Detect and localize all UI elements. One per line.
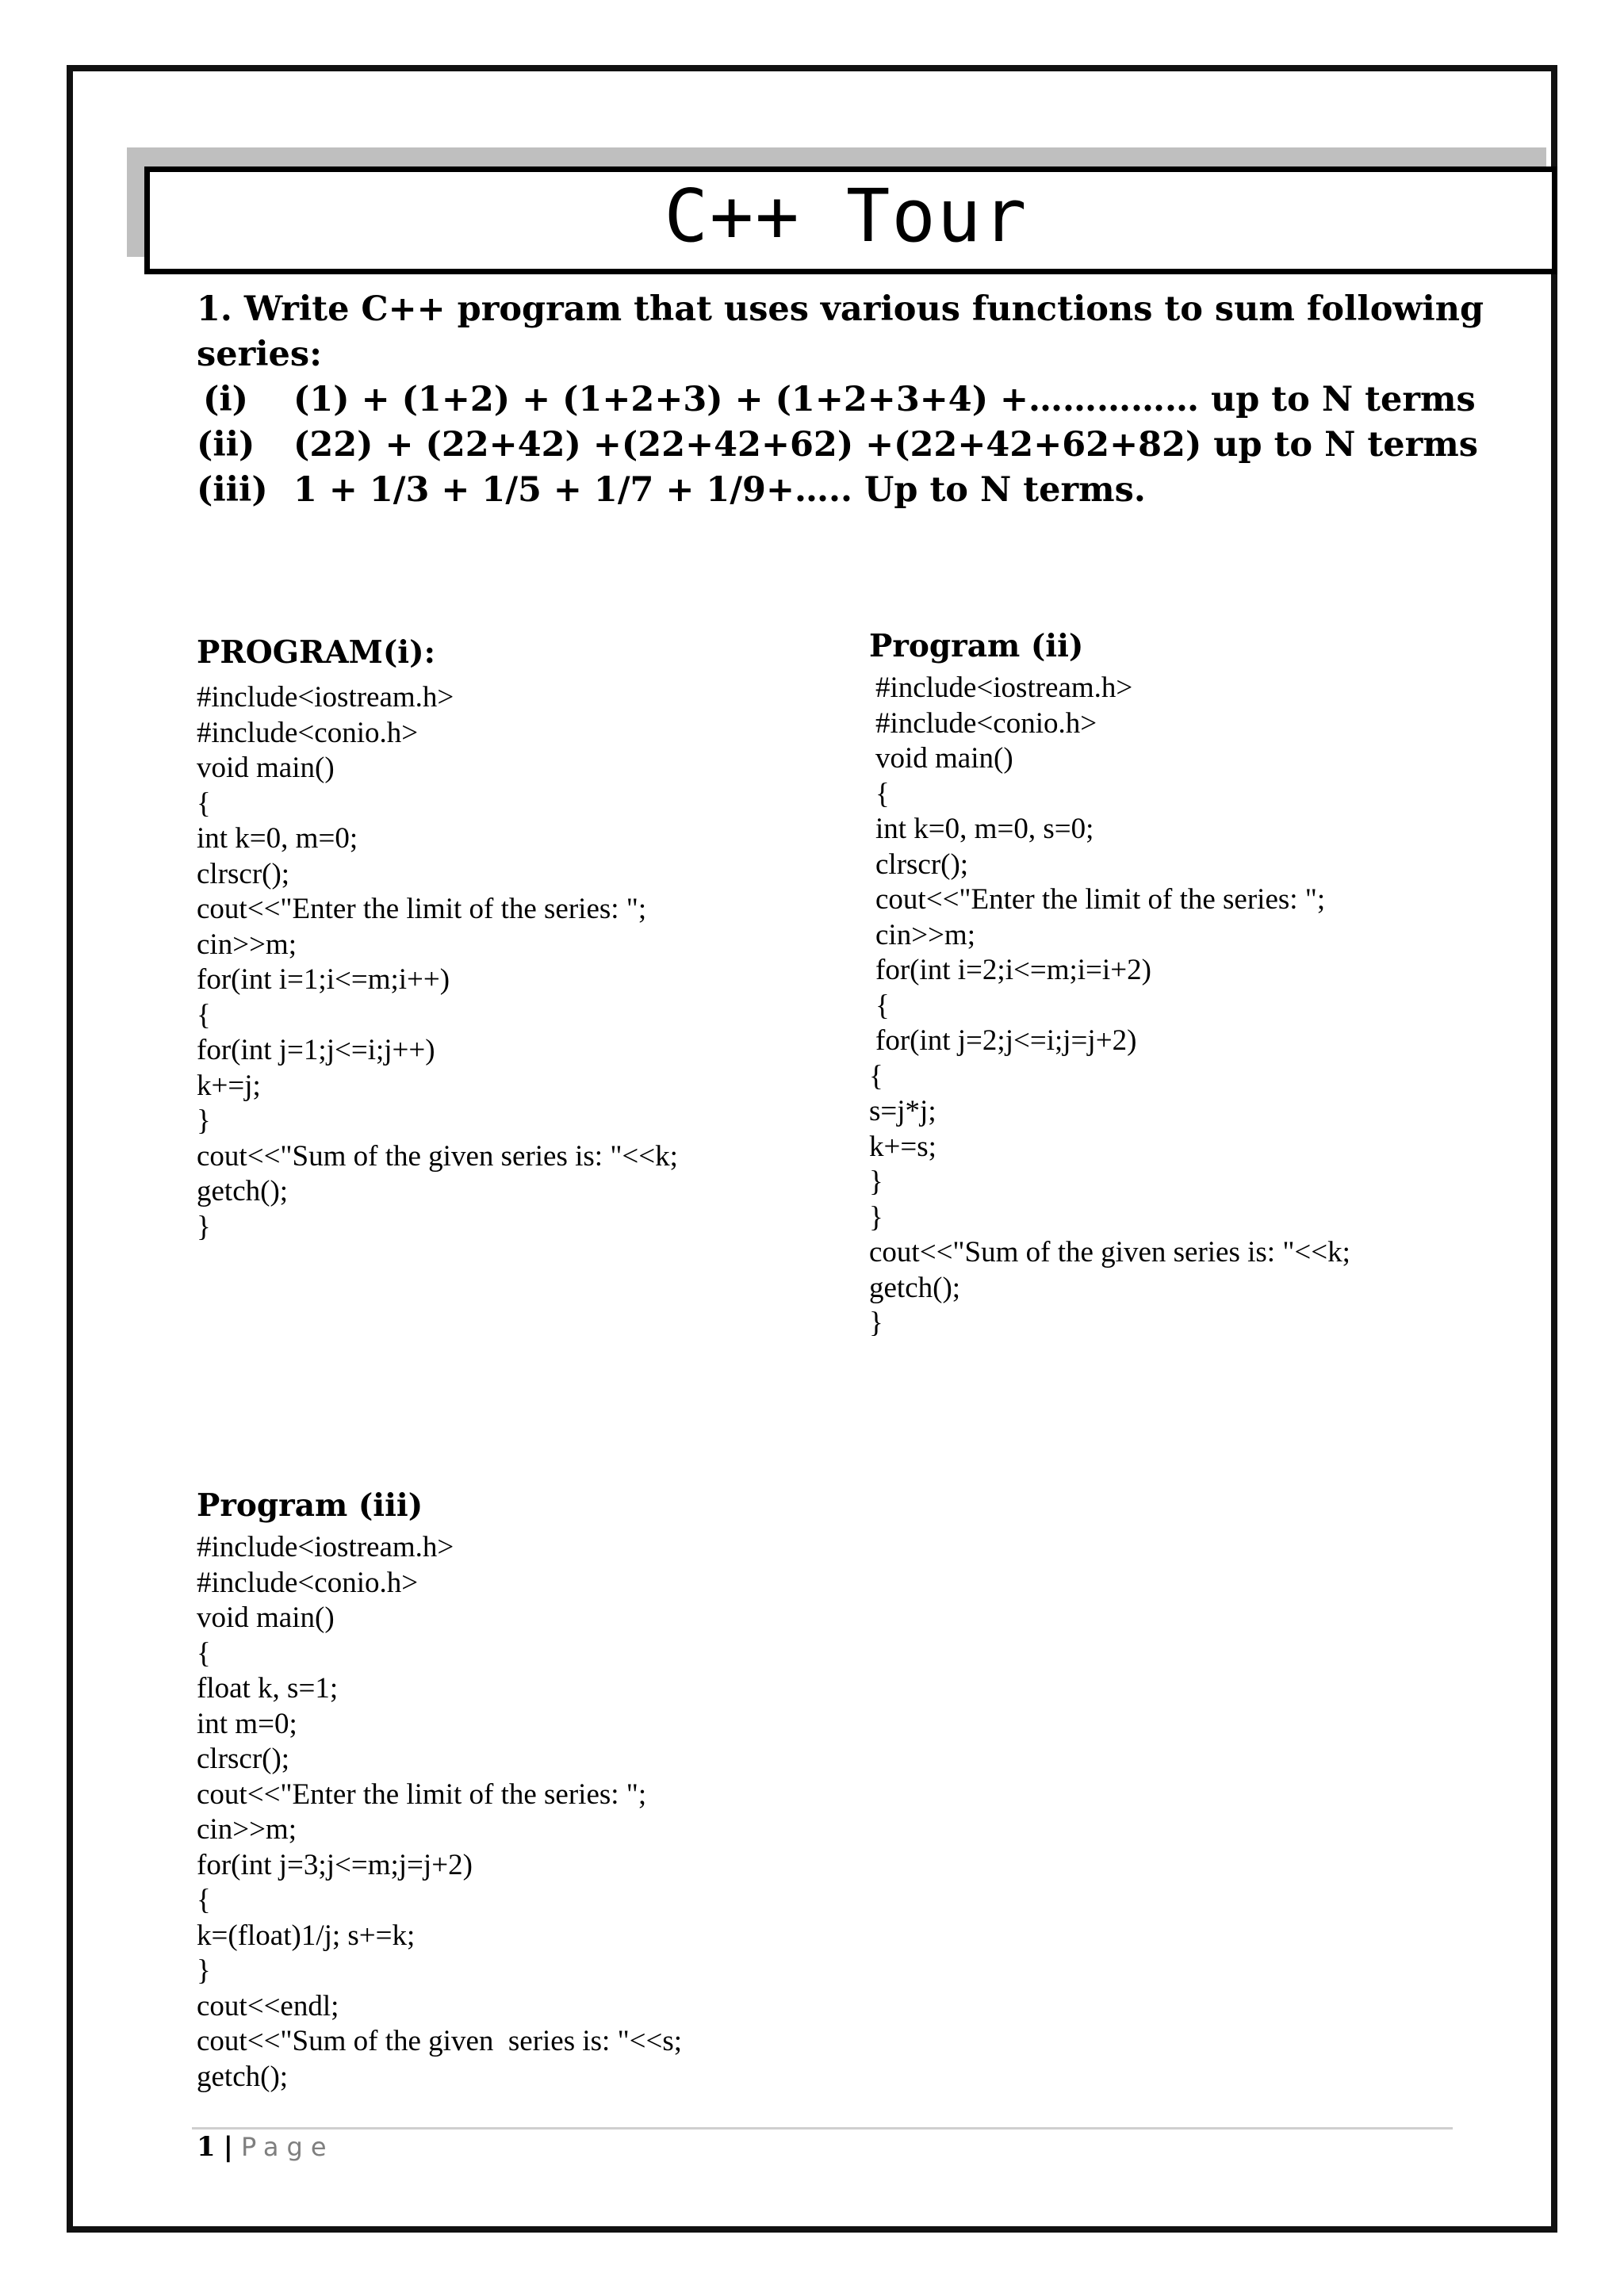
code-line: {: [875, 989, 890, 1022]
program-iii-heading: Program (iii): [197, 1487, 423, 1524]
code-line: #include<iostream.h>: [197, 1531, 454, 1563]
series-text: (22) + (22+42) +(22+42+62) +(22+42+62+82) up to N terms: [293, 425, 1478, 465]
code-line: cout<<"Enter the limit of the series: ";: [197, 893, 647, 925]
code-line: }: [869, 1200, 883, 1234]
question-intro: 1. Write C++ program that uses various functions to sum following: [197, 289, 1484, 329]
code-line: int k=0, m=0;: [197, 822, 358, 855]
code-line: void main(): [875, 742, 1013, 775]
code-line: getch();: [197, 2060, 289, 2093]
code-line: for(int j=3;j<=m;j=j+2): [197, 1848, 473, 1881]
footer-rule: [192, 2127, 1453, 2130]
program-ii-code: [869, 671, 1350, 1341]
code-line: }: [869, 1165, 883, 1198]
code-line: {: [197, 1636, 211, 1670]
code-line: k+=s;: [869, 1130, 936, 1163]
code-line: {: [875, 777, 890, 810]
code-line: }: [197, 1210, 211, 1243]
page-label: Page: [241, 2132, 335, 2162]
code-line: getch();: [869, 1271, 961, 1304]
question-intro-cont: series:: [197, 335, 322, 374]
series-item: [197, 377, 1476, 423]
page-footer: [197, 2131, 335, 2163]
code-line: void main(): [197, 1601, 335, 1634]
code-line: clrscr();: [875, 848, 969, 881]
code-line: s=j*j;: [869, 1095, 936, 1127]
footer-separator: |: [223, 2131, 234, 2163]
code-line: for(int j=1;j<=i;j++): [197, 1034, 435, 1066]
code-line: cout<<"Sum of the given series is: "<<k;: [197, 1139, 678, 1173]
code-line: int k=0, m=0, s=0;: [875, 813, 1094, 845]
code-line: cin>>m;: [875, 918, 975, 951]
code-line: cin>>m;: [197, 928, 297, 961]
code-line: getch();: [197, 1175, 289, 1207]
code-line: }: [197, 1104, 211, 1137]
code-line: for(int i=2;i<=m;i=i+2): [875, 954, 1151, 986]
code-line: #include<iostream.h>: [875, 672, 1133, 704]
code-line: for(int j=2;j<=i;j=j+2): [875, 1024, 1137, 1057]
code-line: #include<conio.h>: [197, 1566, 419, 1599]
code-line: {: [197, 998, 211, 1031]
series-text: (1) + (1+2) + (1+2+3) + (1+2+3+4) +…………… up to N terms: [293, 380, 1476, 419]
code-line: cin>>m;: [197, 1813, 297, 1846]
code-line: k=(float)1/j; s+=k;: [197, 1919, 416, 1952]
question-block: [197, 287, 1484, 513]
series-item: [197, 423, 1478, 468]
code-line: cout<<"Sum of the given series is: "<<k;: [869, 1236, 1350, 1269]
code-line: clrscr();: [197, 857, 290, 890]
code-line: #include<iostream.h>: [197, 681, 454, 714]
page-title: C++ Tour: [664, 173, 1028, 258]
series-number: (i): [203, 380, 249, 419]
code-line: cout<<"Enter the limit of the series: ";: [197, 1777, 647, 1811]
code-line: k+=j;: [197, 1069, 261, 1102]
series-number: (iii): [197, 470, 268, 510]
program-iii-code: [197, 1530, 682, 2095]
series-number: (ii): [197, 425, 255, 465]
code-line: cout<<"Sum of the given series is: "<<s;: [197, 2025, 683, 2057]
code-line: {: [197, 1884, 211, 1916]
code-line: #include<conio.h>: [875, 706, 1097, 740]
code-line: clrscr();: [197, 1743, 290, 1775]
code-line: #include<conio.h>: [197, 716, 419, 749]
series-text: 1 + 1/3 + 1/5 + 1/7 + 1/9+….. Up to N terms.: [293, 470, 1146, 510]
code-line: cout<<"Enter the limit of the series: ";: [875, 883, 1326, 916]
code-line: {: [197, 786, 211, 820]
code-line: float k, s=1;: [197, 1672, 339, 1705]
code-line: void main(): [197, 752, 335, 784]
title-box: [144, 166, 1557, 274]
program-i-code: [197, 680, 678, 1245]
code-line: {: [869, 1059, 883, 1093]
code-line: }: [869, 1307, 883, 1339]
code-line: }: [197, 1954, 211, 1987]
program-ii-heading: Program (ii): [869, 628, 1084, 664]
page-number: 1: [197, 2131, 216, 2163]
series-item: [197, 468, 1434, 513]
code-line: cout<<endl;: [197, 1989, 339, 2022]
code-line: int m=0;: [197, 1707, 297, 1740]
program-i-heading: PROGRAM(i):: [197, 634, 435, 671]
code-line: for(int i=1;i<=m;i++): [197, 963, 450, 996]
